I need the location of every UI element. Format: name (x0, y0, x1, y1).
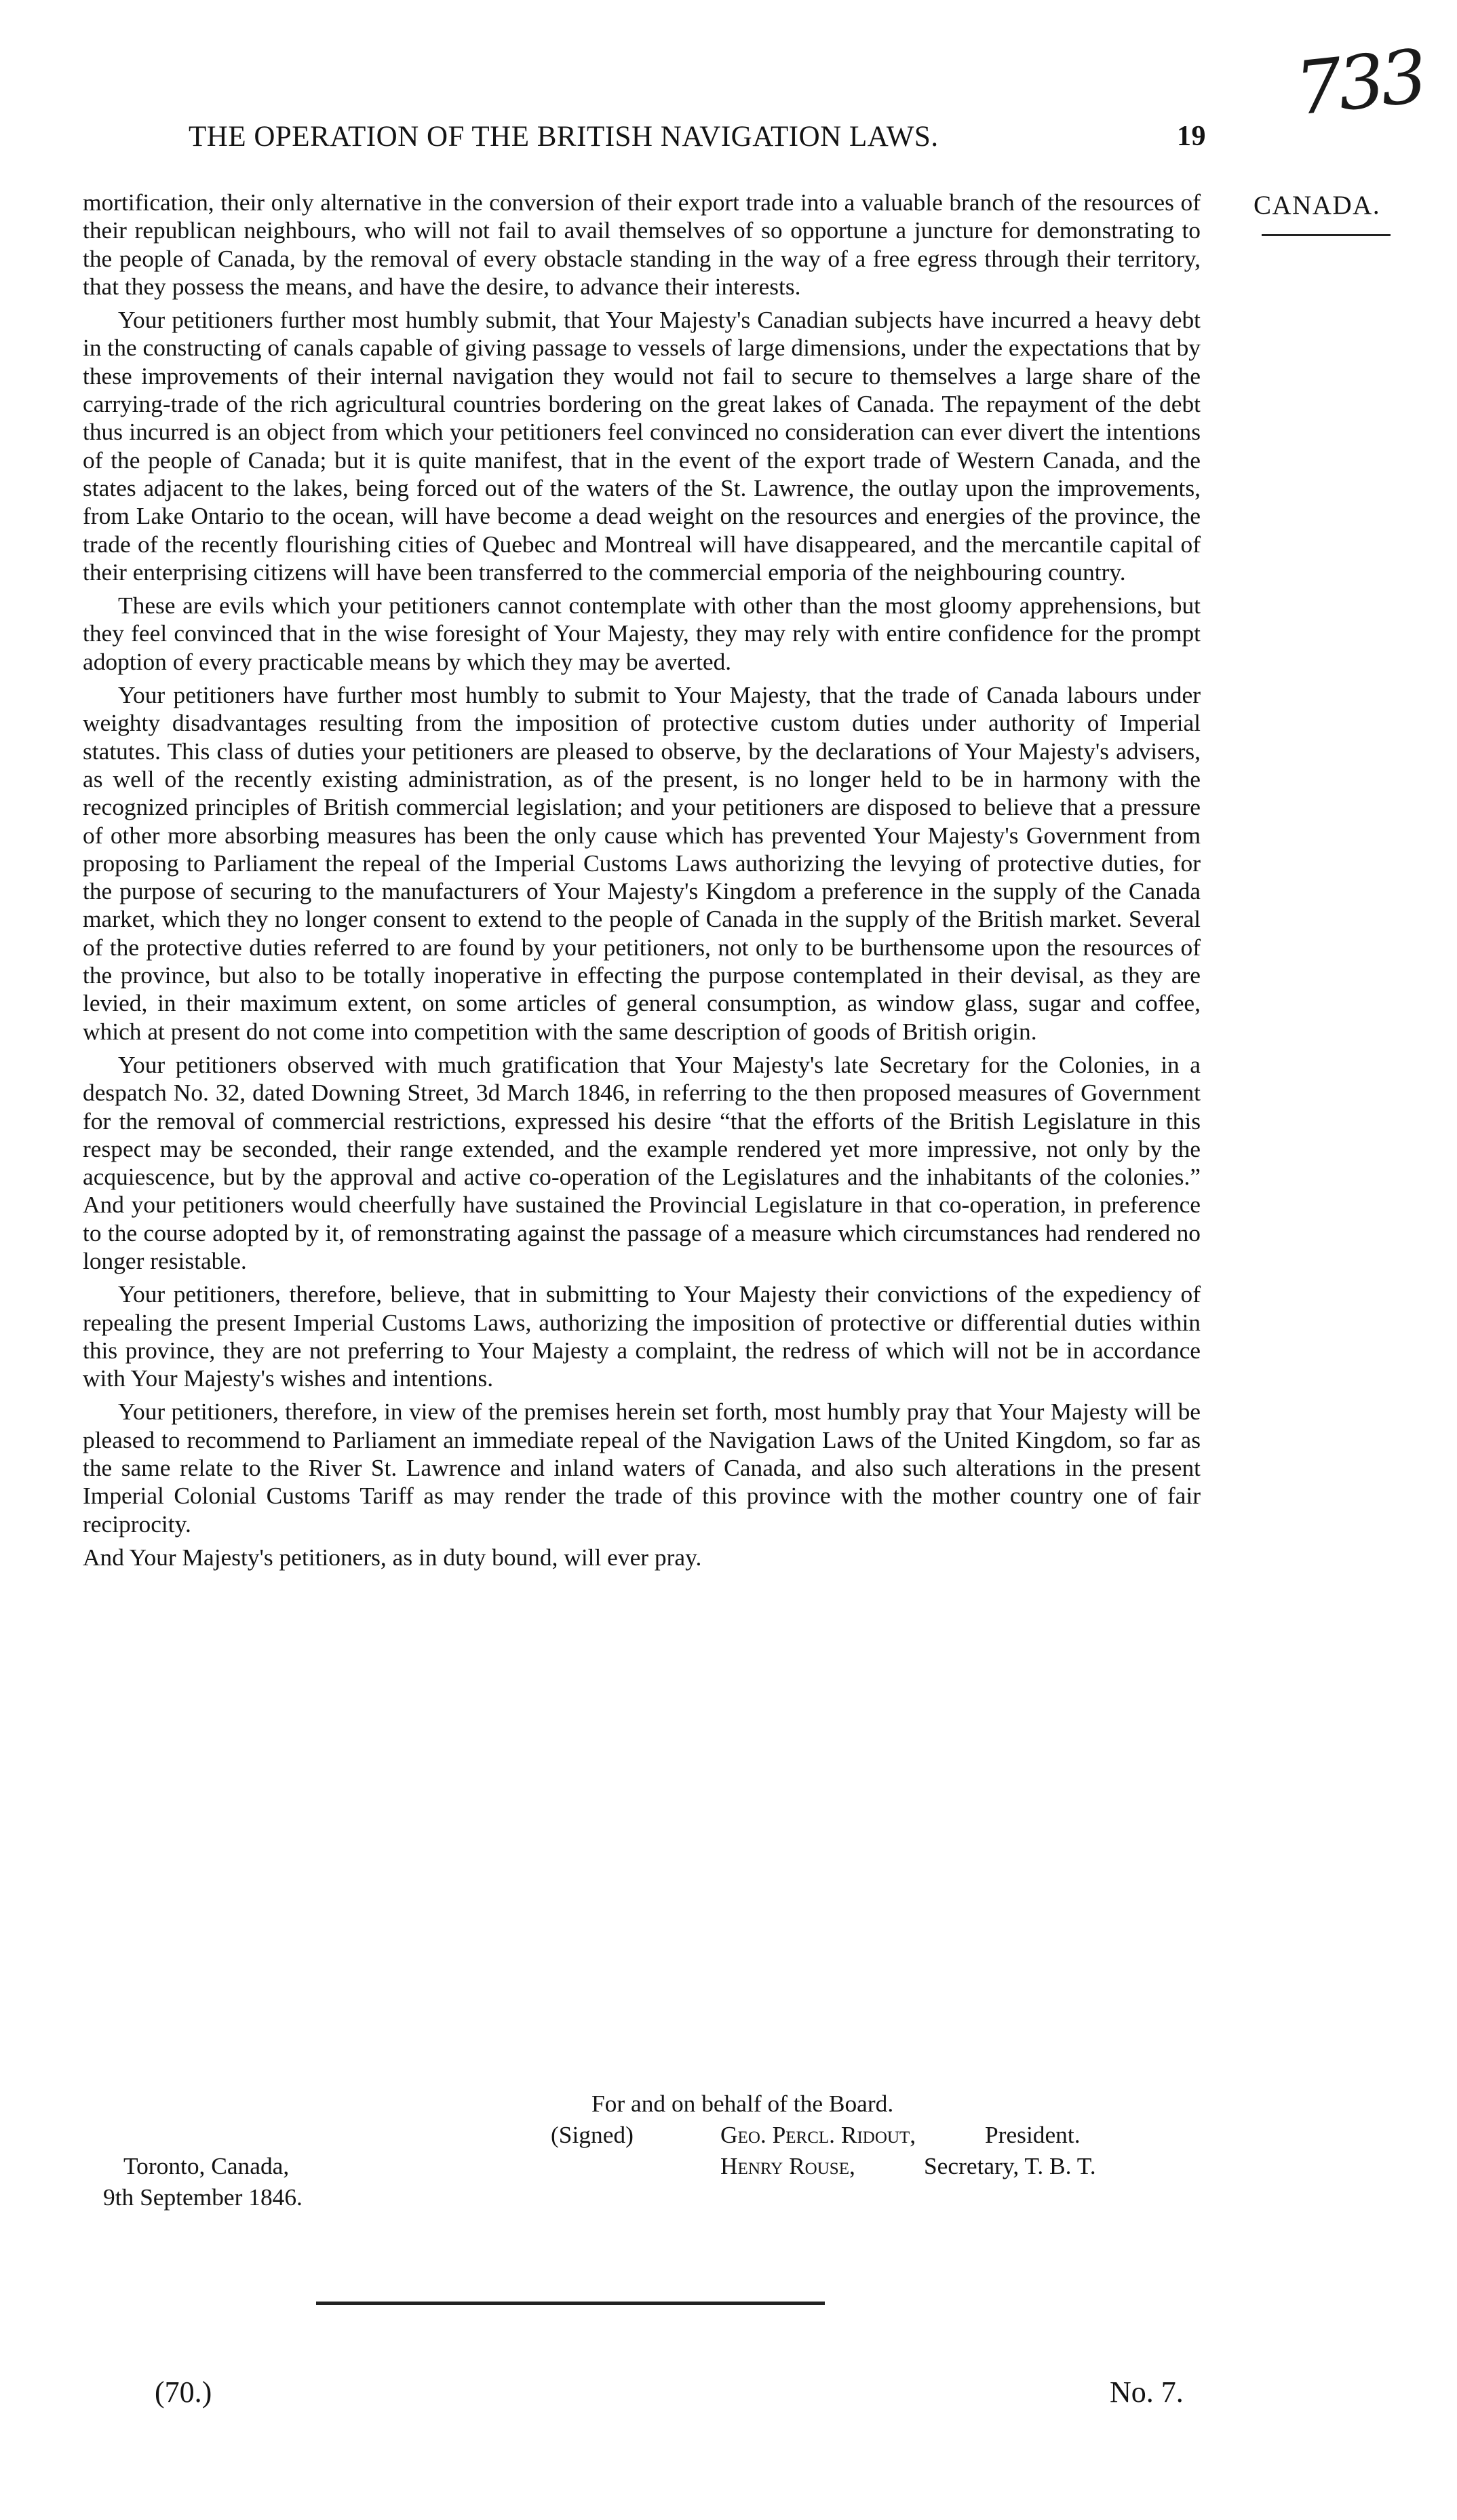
paragraph: Your petitioners have further most humbly to submit to Your Majesty, that the trade of Canada labours under weighty disadvantages resulting from the imposition of protective custom duties under authority of Imperial statutes. This class of duties your petitioners are pleased to observe, by the declarations of Your Majesty's advisers, as well of the recently existing administration, as of the present, is no longer held to be in harmony with the recognized principles of British commercial legislation; and your petitioners are disposed to believe that a pressure of other more absorbing measures has been the only cause which has prevented Your Majesty's Government from proposing to Parliament the repeal of the Imperial Customs Laws authorizing the levying of protective duties, for the purpose of securing to the manufacturers of Your Majesty's Kingdom a preference in the supply of the Canada market, which they no longer consent to extend to the people of Canada in the supply of the British market. Several of the protective duties referred to are found by your petitioners, not only to be burthensome upon the resources of the province, but also to be totally inoperative in effecting the purpose contemplated in their devisal, as they are levied, in their maximum extent, on some articles of general consumption, as window glass, sugar and coffee, which at present do not come into competition with the same description of goods of British origin. (83, 681, 1201, 1045)
bottom-rule (316, 2302, 825, 2305)
closing-line: And Your Majesty's petitioners, as in duty bound, will ever pray. (83, 1543, 702, 1571)
signed-label: (Signed) (551, 2121, 634, 2148)
president-title: President. (985, 2121, 1081, 2148)
paragraph: Your petitioners, therefore, in view of the premises herein set forth, most humbly pray that Your Majesty will be pleased to recommend to Parliament an immediate repeal of the Navigation Laws of the United Kingdom, so far as the same relate to the River St. Lawrence and inland waters of Canada, and also such alterations in the present Imperial Colonial Customs Tariff as may render the trade of this province with the mother country one of fair reciprocity. (83, 1398, 1201, 1538)
paragraph: Your petitioners further most humbly submit, that Your Majesty's Canadian subjects have incurred a heavy debt in the constructing of canals capable of giving passage to vessels of large dimensions, under the expectations that by these improvements of their internal navigation they would not fail to secure to themselves a large share of the carrying-trade of the rich agricultural countries bordering on the great lakes of Canada. The repayment of the debt thus incurred is an object from which your petitioners feel convinced no consideration can ever divert the intentions of the people of Canada; but it is quite manifest, that in the event of the export trade of Western Canada, and the states adjacent to the lakes, being forced out of the waters of the St. Lawrence, the outlay upon the improvements, from Lake Ontario to the ocean, will have become a dead weight on the resources and energies of the province, the trade of the recently flourishing cities of Quebec and Montreal will have disappeared, and the mercantile capital of their enterprising citizens will have been transferred to the commercial emporia of the neighbouring country. (83, 306, 1201, 586)
running-header (189, 122, 1220, 151)
page-number: 19 (1177, 121, 1206, 152)
footer-document-number: No. 7. (1110, 2375, 1184, 2409)
body-text (83, 189, 1201, 1577)
footer-signature-mark: (70.) (155, 2375, 212, 2409)
paragraph: Your petitioners observed with much gratification that Your Majesty's late Secretary for the Colonies, in a despatch No. 32, dated Downing Street, 3d March 1846, in referring to the then proposed measures of Government for the removal of commercial restrictions, expressed his desire “that the efforts of the British Legislature in this respect may be seconded, their range extended, and the example rendered yet more impressive, not only by the acquiescence, but by the approval and active co-operation of the Legislatures and the inhabitants of the colonies.” And your petitioners would cheerfully have sustained the Provincial Legislature in that co-operation, in preference to the course adopted by it, of remonstrating against the passage of a measure which circumstances had rendered no longer resistable. (83, 1050, 1201, 1274)
signature-date: 9th September 1846. (103, 2183, 303, 2211)
margin-label: CANADA. (1254, 191, 1381, 220)
paragraph: Your petitioners, therefore, believe, that in submitting to Your Majesty their convictions of the expediency of repealing the present Imperial Customs Laws, authorizing the imposition of protective or differential duties within this province, they are not preferring to Your Majesty a complaint, the redress of which will not be in accordance with Your Majesty's wishes and intentions. (83, 1280, 1201, 1392)
margin-rule (1262, 234, 1391, 236)
secretary-title: Secretary, T. B. T. (924, 2152, 1096, 2179)
paragraph: These are evils which your petitioners cannot contemplate with other than the most gloomy apprehensions, but they feel convinced that in the wise foresight of Your Majesty, they may rely with entire confidence for the prompt adoption of every practicable means by which they may be averted. (83, 592, 1201, 675)
signature-block (83, 2090, 1201, 2253)
on-behalf-line: For and on behalf of the Board. (591, 2090, 894, 2117)
signature-place: Toronto, Canada, (123, 2152, 290, 2179)
president-name: Geo. Percl. Ridout, (720, 2121, 916, 2148)
secretary-name: Henry Rouse, (720, 2152, 855, 2179)
paragraph: mortification, their only alternative in the conversion of their export trade into a valuable branch of the resources of their republican neighbours, who will not fail to avail themselves of so opportune a juncture for demonstrating to the people of Canada, by the removal of every obstacle standing in the way of a free egress through their territory, that they possess the means, and have the desire, to advance their interests. (83, 189, 1201, 300)
handwritten-folio-number: 733 (1291, 34, 1428, 132)
running-title: THE OPERATION OF THE BRITISH NAVIGATION LAWS. (189, 121, 939, 153)
